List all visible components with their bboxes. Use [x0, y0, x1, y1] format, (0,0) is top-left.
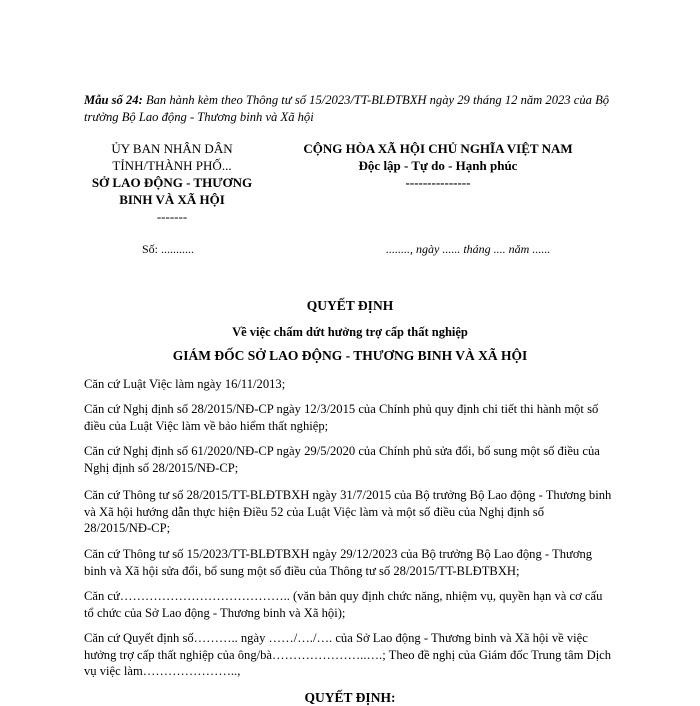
document-date: ........, ngày ...... tháng .... năm ......: [386, 242, 551, 256]
legal-basis-paragraph: Căn cứ Quyết định số……….. ngày ……/…./…. của Sở Lao động - Thương binh và Xã hội về việc hưởng trợ cấp thất nghiệp của ông/bà…………………..….; Theo đề nghị của Giám đốc Trung tâm Dịch vụ việc làm…………………..,: [84, 631, 612, 678]
issuing-agency-header: [72, 140, 272, 225]
legal-basis-paragraph: Căn cứ Thông tư số 15/2023/TT-BLĐTBXH ngày 29/12/2023 của Bộ trưởng Bộ Lao động - Thương binh và Xã hội sửa đổi, bổ sung một số điều của Thông tư số 28/2015/TT-BLĐTBXH;: [84, 547, 593, 578]
agency-divider: -------: [156, 209, 188, 224]
legal-basis-paragraph: Căn cứ Thông tư số 28/2015/TT-BLĐTBXH ngày 31/7/2015 của Bộ trưởng Bộ Lao động - Thương binh và Xã hội hướng dẫn thực hiện Điều 52 của Luật Việc làm và một số điều của Nghị định số 28/2015/NĐ-CP;: [84, 488, 612, 535]
document-title: QUYẾT ĐỊNH: [306, 298, 394, 313]
agency-line-4: BINH VÀ XÃ HỘI: [119, 192, 225, 207]
form-note: [84, 92, 624, 126]
national-divider: ---------------: [405, 175, 471, 190]
agency-line-3: SỞ LAO ĐỘNG - THƯƠNG: [91, 175, 253, 190]
national-motto: Độc lập - Tự do - Hạnh phúc: [358, 158, 518, 173]
decision-heading: QUYẾT ĐỊNH:: [304, 690, 396, 705]
agency-line-1: ỦY BAN NHÂN DÂN: [111, 141, 233, 156]
form-note-text: Ban hành kèm theo Thông tư số 15/2023/TT-BLĐTBXH ngày 29 tháng 12 năm 2023 của Bộ trưởng Bộ Lao động - Thương binh và Xã hội: [84, 93, 610, 124]
national-title: CỘNG HÒA XÃ HỘI CHỦ NGHĨA VIỆT NAM: [303, 141, 573, 156]
document-subject: Về việc chấm dứt hưởng trợ cấp thất nghiệp: [232, 325, 468, 339]
legal-basis-paragraph: Căn cứ Luật Việc làm ngày 16/11/2013;: [84, 377, 286, 391]
issuing-authority: GIÁM ĐỐC SỞ LAO ĐỘNG - THƯƠNG BINH VÀ XÃ HỘI: [172, 348, 528, 363]
document-number: Số: ...........: [142, 242, 195, 256]
legal-basis-paragraph: Căn cứ………………………………….. (văn bản quy định chức năng, nhiệm vụ, quyền hạn và cơ cấu tổ chức của Sở Lao động - Thương binh và Xã hội);: [84, 589, 603, 620]
form-number-label: Mẫu số 24:: [84, 93, 143, 107]
legal-basis-paragraph: Căn cứ Nghị định số 61/2020/NĐ-CP ngày 29/5/2020 của Chính phủ sửa đổi, bổ sung một số điều của Nghị định số 28/2015/NĐ-CP;: [84, 444, 600, 475]
legal-basis-paragraph: Căn cứ Nghị định số 28/2015/NĐ-CP ngày 12/3/2015 của Chính phủ quy định chi tiết thi hành một số điều của Luật Việc làm về bảo hiểm thất nghiệp;: [84, 402, 599, 433]
national-header: [282, 140, 594, 191]
agency-line-2: TỈNH/THÀNH PHỐ...: [112, 158, 232, 173]
